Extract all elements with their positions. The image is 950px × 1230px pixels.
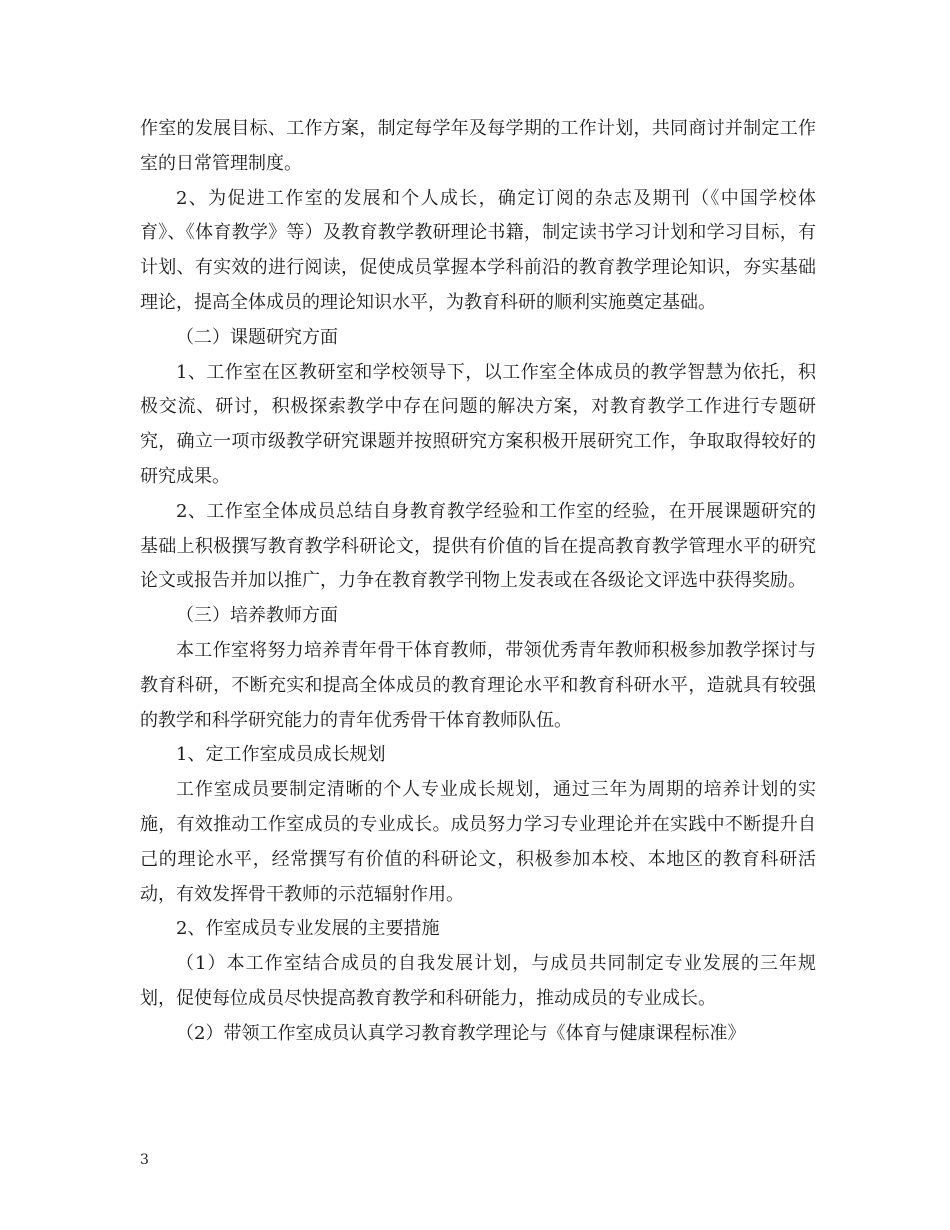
subheading-growth-plan: 1、定工作室成员成长规划 (176, 744, 386, 766)
paragraph-5: 本工作室将努力培养青年骨干体育教师，带领优秀青年教师积极参加教学探讨与教育科研，不断充实和提高全体成员的教育理论水平和教育科研水平，造就具有较强的教学和科学研究能力的青年优秀骨干体育教师队伍。 (140, 639, 816, 731)
section-heading-teacher-training: （三）培养教师方面 (176, 605, 338, 627)
paragraph-1: 作室的发展目标、工作方案，制定每学年及每学期的工作计划，共同商讨并制定工作室的日常管理制度。 (140, 118, 816, 174)
paragraph-6: 工作室成员要制定清晰的个人专业成长规划，通过三年为周期的培养计划的实施，有效推动工作室成员的专业成长。成员努力学习专业理论并在实践中不断提升自己的理论水平，经常撰写有价值的科研论文，积极参加本校、本地区的教育科研活动，有效发挥骨干教师的示范辐射作用。 (140, 779, 816, 905)
subheading-main-measures: 2、作室成员专业发展的主要措施 (176, 918, 440, 940)
section-heading-topic-research: （二）课题研究方面 (176, 326, 338, 348)
paragraph-2: 2、为促进工作室的发展和个人成长，确定订阅的杂志及期刊（《中国学校体育》、《体育教学》等）及教育教学教研理论书籍，制定读书学习计划和学习目标，有计划、有实效的进行阅读，促使成员掌握本学科前沿的教育教学理论知识，夯实基础理论，提高全体成员的理论知识水平，为教育科研的顺利实施奠定基础。 (140, 187, 816, 313)
paragraph-4: 2、工作室全体成员总结自身教育教学经验和工作室的经验，在开展课题研究的基础上积极撰写教育教学科研论文，提供有价值的旨在提高教育教学管理水平的研究论文或报告并加以推广，力争在教育教学刊物上发表或在各级论文评选中获得奖励。 (140, 500, 816, 592)
paragraph-7: （1）本工作室结合成员的自我发展计划，与成员共同制定专业发展的三年规划，促使每位成员尽快提高教育教学和科研能力，推动成员的专业成长。 (140, 953, 816, 1009)
paragraph-8: （2）带领工作室成员认真学习教育教学理论与《体育与健康课程标准》 (176, 1022, 746, 1044)
paragraph-3: 1、工作室在区教研室和学校领导下，以工作室全体成员的教学智慧为依托，积极交流、研讨，积极探索教学中存在问题的解决方案，对教育教学工作进行专题研究，确立一项市级教学研究课题并按照研究方案积极开展研究工作，争取取得较好的研究成果。 (140, 361, 816, 487)
page-number: 3 (140, 1152, 149, 1168)
document-body (140, 112, 816, 1052)
